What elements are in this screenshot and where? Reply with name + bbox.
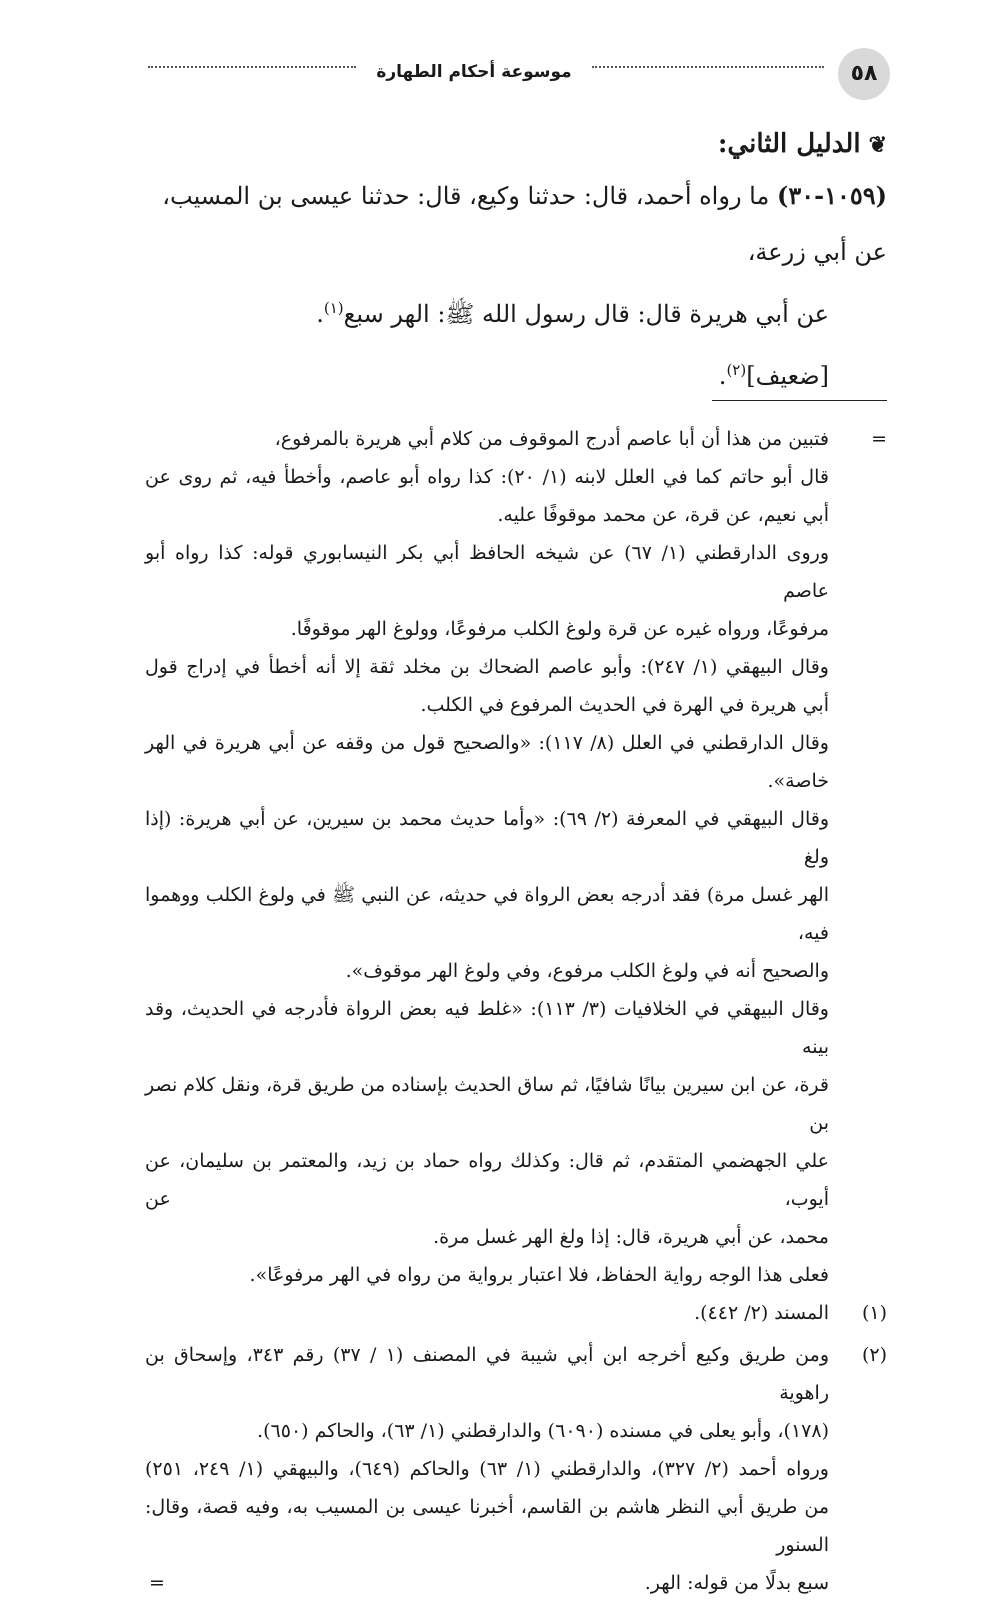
main-text (145, 120, 887, 404)
grading-end: . (718, 362, 727, 390)
footnote-line: مرفوعًا، ورواه غيره عن قرة ولوغ الكلب مرفوعًا، وولوغ الهر موقوفًا. (290, 618, 829, 640)
evidence-heading (145, 120, 887, 168)
footnote-line: قال أبو حاتم كما في العلل لابنه (١/ ٢٠): كذا رواه أبو عاصم، وأخطأ فيه، ثم روى عن (145, 466, 829, 488)
footnote-line: ورواه أحمد (٢/ ٣٢٧)، والدارقطني (١/ ٦٣) والحاكم (٦٤٩)، والبيهقي (١/ ٢٤٩، ٢٥١) (145, 1458, 829, 1480)
footnote-ref-1[interactable]: (١) (323, 299, 344, 317)
ornament-icon: ❦ (868, 132, 887, 158)
footnote-line: محمد، عن أبي هريرة، قال: إذا ولغ الهر غسل مرة. (433, 1226, 829, 1248)
continuation-marker: = (871, 428, 887, 450)
hadith-line-1 (145, 168, 887, 224)
footnote-line: وقال البيهقي (١/ ٢٤٧): وأبو عاصم الضحاك بن مخلد ثقة إلا أنه أخطأ في إدراج قول (145, 656, 829, 678)
hadith-line-1-text: ما رواه أحمد، قال: حدثنا وكيع، قال: حدثنا عيسى بن المسيب، (162, 182, 777, 210)
footnote-line: قرة، عن ابن سيرين بيانًا شافيًا، ثم ساق الحديث بإسناده من طريق قرة، ونقل كلام نصر بن (145, 1074, 829, 1134)
header-dotted-rule-left (148, 66, 356, 68)
footnote-line: أبي هريرة في الهرة في الحديث المرفوع في الكلب. (420, 694, 829, 716)
footnote-line: (١٧٨)، وأبو يعلى في مسنده (٦٠٩٠) والدارقطني (١/ ٦٣)، والحاكم (٦٥٠). (257, 1420, 829, 1442)
running-title: موسوعة أحكام الطهارة (376, 62, 572, 82)
hadith-text: عن أبي هريرة قال: قال رسول الله ﷺ: الهر سبع (343, 300, 829, 328)
page-header (148, 48, 890, 100)
footnote-1-text: المسند (٢/ ٤٤٢). (694, 1302, 829, 1324)
footnote-line: الهر غسل مرة) فقد أدرجه بعض الرواة في حديثه، عن النبي ﷺ في ولوغ الكلب ووهموا فيه، (145, 884, 829, 944)
footnote-line: وروى الدارقطني (١/ ٦٧) عن شيخه الحافظ أبي بكر النيسابوري قوله: كذا رواه أبو عاصم (145, 542, 829, 602)
footnotes (145, 420, 887, 1602)
footnote-ref-2[interactable]: (٢) (726, 361, 747, 379)
footnote-1-marker: (١) (861, 1302, 887, 1324)
footnote-line: علي الجهضمي المتقدم، ثم قال: وكذلك رواه حماد بن زيد، والمعتمر بن سليمان، عن أيوب، عن (145, 1150, 829, 1210)
footnote-2-marker: (٢) (861, 1344, 887, 1366)
hadith-number: (١٠٥٩-٣٠) (776, 181, 887, 210)
footnote-line: والصحيح أنه في ولوغ الكلب مرفوع، وفي ولوغ الهر موقوف». (345, 960, 829, 982)
footnote-separator (712, 400, 887, 401)
grading-line (145, 342, 887, 404)
footnote-1 (145, 1294, 887, 1332)
grading: [ضعيف] (746, 362, 829, 390)
hadith-line-3 (145, 280, 887, 342)
heading-text: الدليل الثاني: (717, 129, 861, 159)
footnote-line: وقال الدارقطني في العلل (٨/ ١١٧): «والصحيح قول من وقفه عن أبي هريرة في الهر خاصة». (145, 732, 829, 792)
header-dotted-rule-right (592, 66, 824, 68)
continuation-end-marker: = (149, 1572, 165, 1594)
footnote-line: وقال البيهقي في المعرفة (٢/ ٦٩): «وأما حديث محمد بن سيرين، عن أبي هريرة: (إذا ولغ (145, 808, 829, 868)
footnote-line: فتبين من هذا أن أبا عاصم أدرج الموقوف من كلام أبي هريرة بالمرفوع، (274, 428, 829, 450)
footnote-line: من طريق أبي النظر هاشم بن القاسم، أخبرنا عيسى بن المسيب به، وفيه قصة، وقال: السنور (145, 1496, 829, 1556)
footnote-continuation (145, 420, 887, 1294)
footnote-line: أبي نعيم، عن قرة، عن محمد موقوفًا عليه. (497, 504, 829, 526)
hadith-line-3-end: . (316, 300, 324, 328)
footnote-2 (145, 1336, 887, 1602)
footnote-line: وقال البيهقي في الخلافيات (٣/ ١١٣): «غلط فيه بعض الرواة فأدرجه في الحديث، وقد بينه (145, 998, 829, 1058)
footnote-line: ومن طريق وكيع أخرجه ابن أبي شيبة في المصنف (١ / ٣٧) رقم ٣٤٣، وإسحاق بن راهوية (145, 1344, 830, 1404)
footnote-line: سبع بدلًا من قوله: الهر. (644, 1572, 829, 1594)
hadith-line-2: عن أبي زرعة، (747, 238, 887, 266)
footnote-line: فعلى هذا الوجه رواية الحفاظ، فلا اعتبار برواية من رواه في الهر مرفوعًا». (249, 1264, 829, 1286)
page-number: ٥٨ (838, 48, 890, 100)
